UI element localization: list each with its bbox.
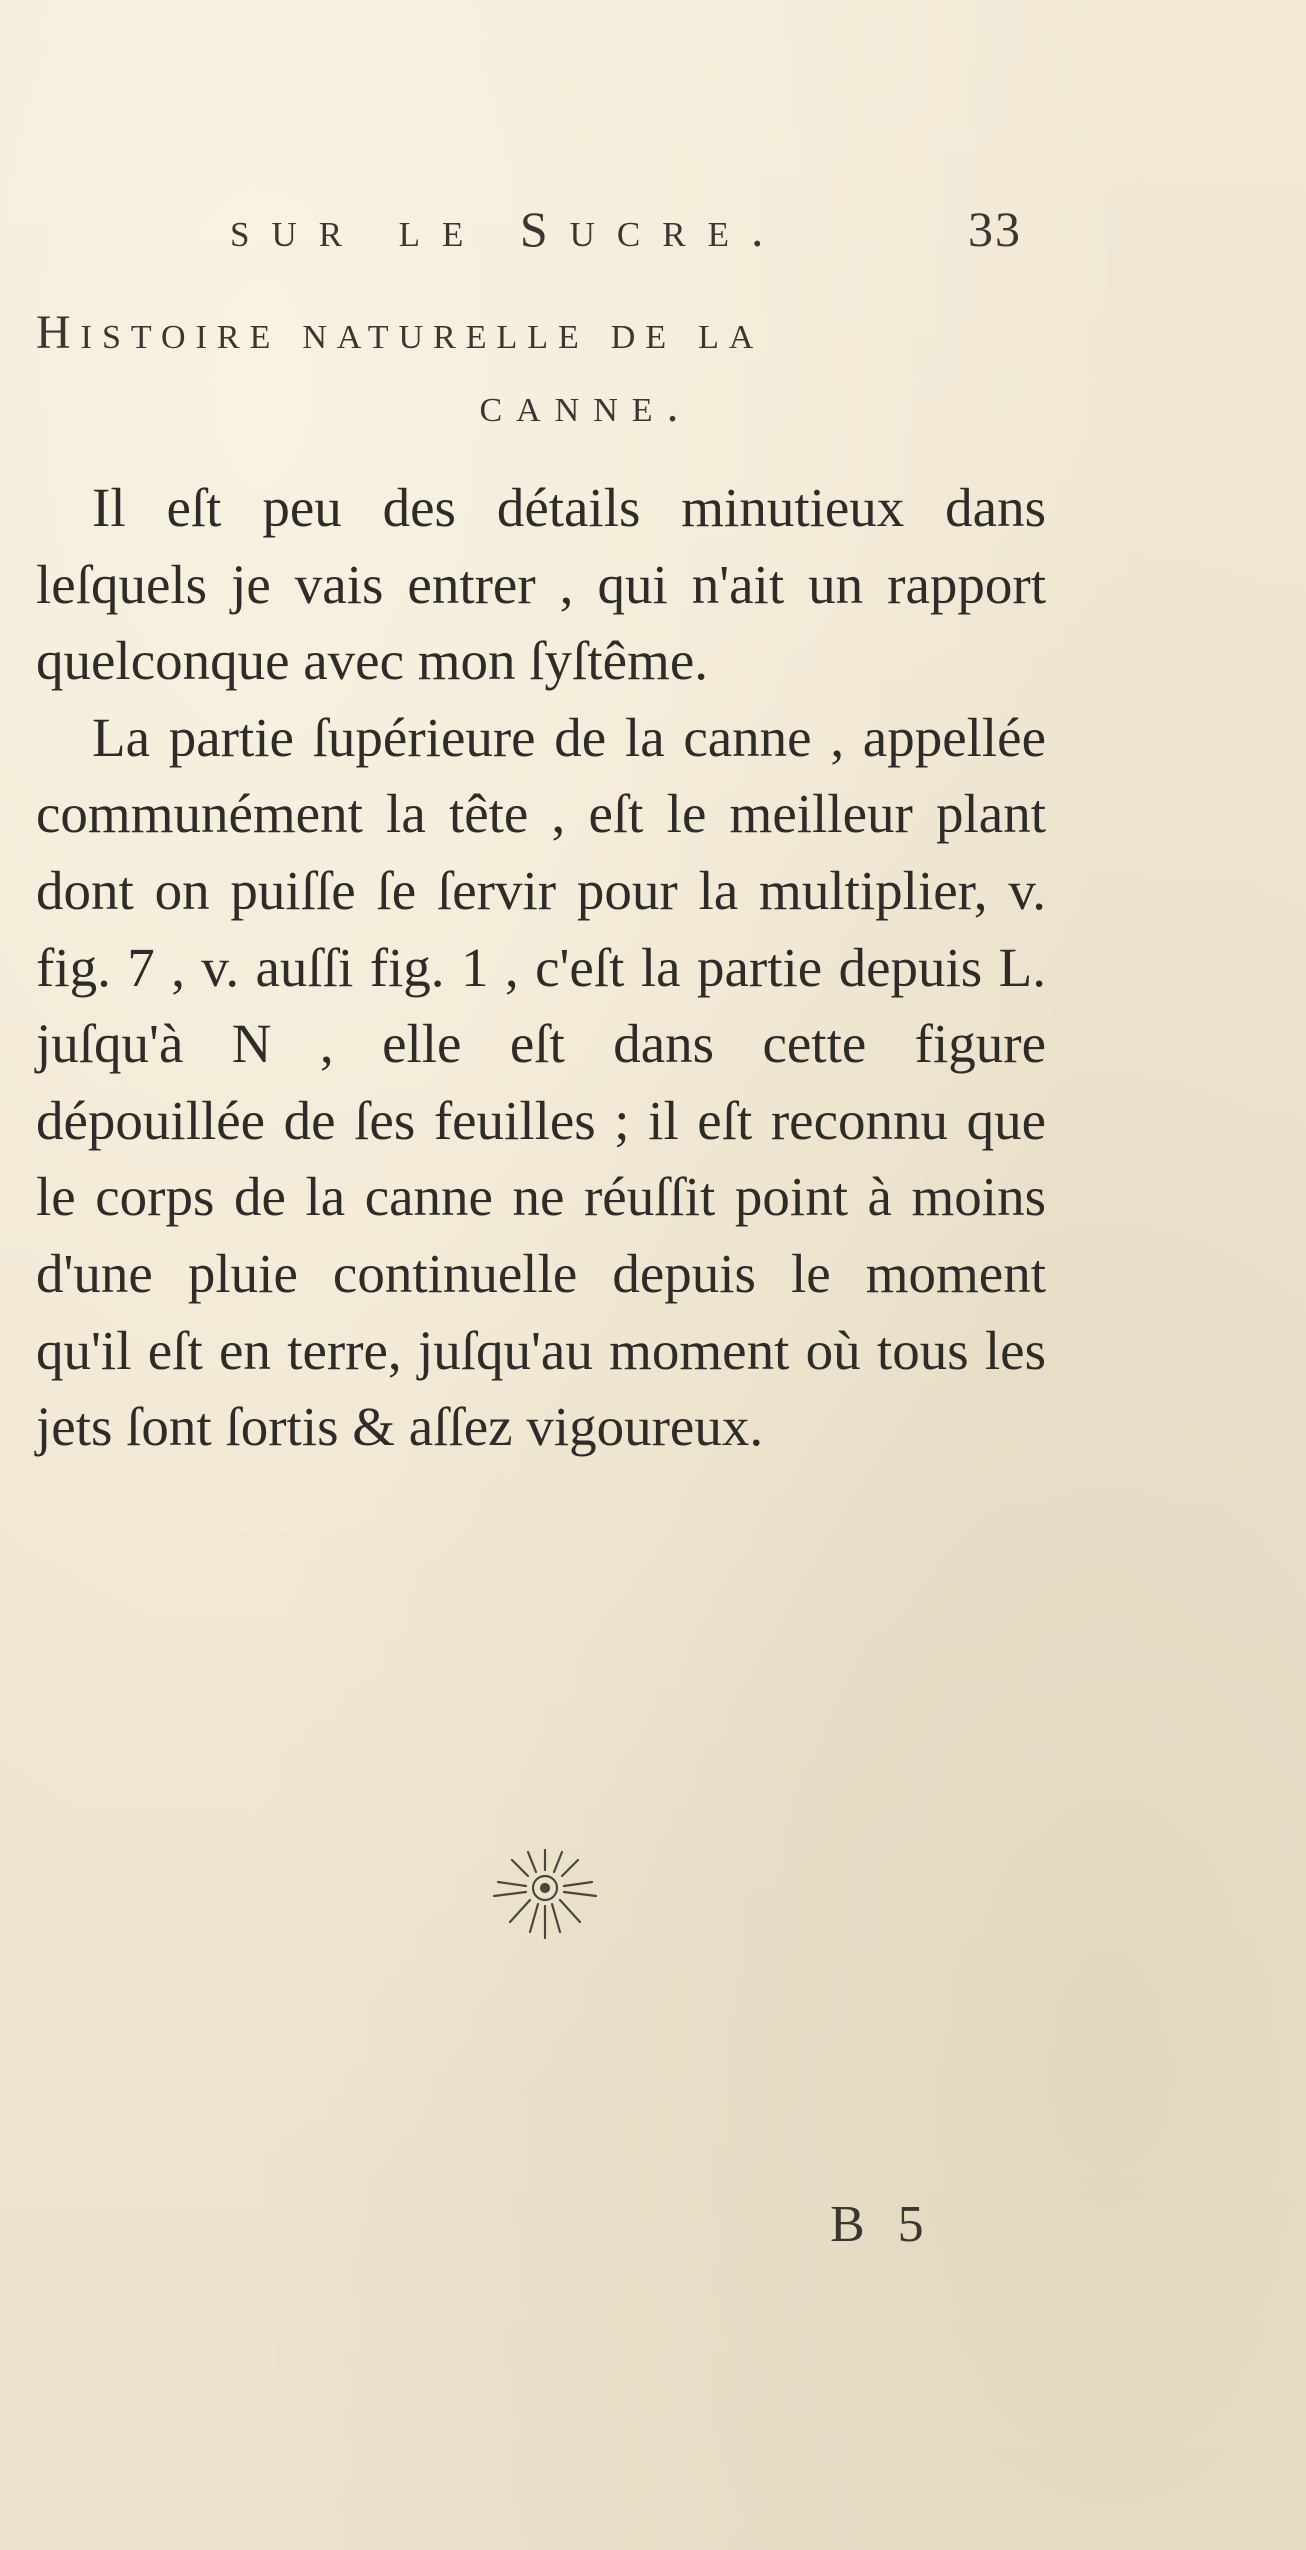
paragraph-2: La partie ſupérieure de la canne , appellée communément la tête , eſt le meilleur plant dont on puiſſe ſe ſervir pour la multiplier, v. fig. 7 , v. auſſi fig. 1 , c'eſt la partie depuis L. juſqu'à N , elle eſt dans cette figure dépouillée de ſes feuilles ; il eſt reconnu que le corps de la canne ne réuſſit point à moins d'une pluie continuelle depuis le moment qu'il eſt en terre, juſqu'au moment où tous les jets ſont ſortis & aſſez vigoureux. <box>36 706 1046 1458</box>
signature-mark: B 5 <box>830 2196 934 2253</box>
running-head-title: sur le Sucre. <box>230 201 786 257</box>
paragraph-1: Il eſt peu des détails minutieux dans leſquels je vais entrer , qui n'ait un rapport quelconque avec mon ſyſtême. <box>36 477 1046 692</box>
section-title <box>36 305 1066 433</box>
section-title-line-1: Histoire naturelle de la <box>36 306 764 359</box>
section-title-line-2: canne. <box>479 379 693 433</box>
page-number: 33 <box>968 201 1022 257</box>
fleuron-icon <box>470 1830 620 1950</box>
body-text <box>36 470 1046 1466</box>
